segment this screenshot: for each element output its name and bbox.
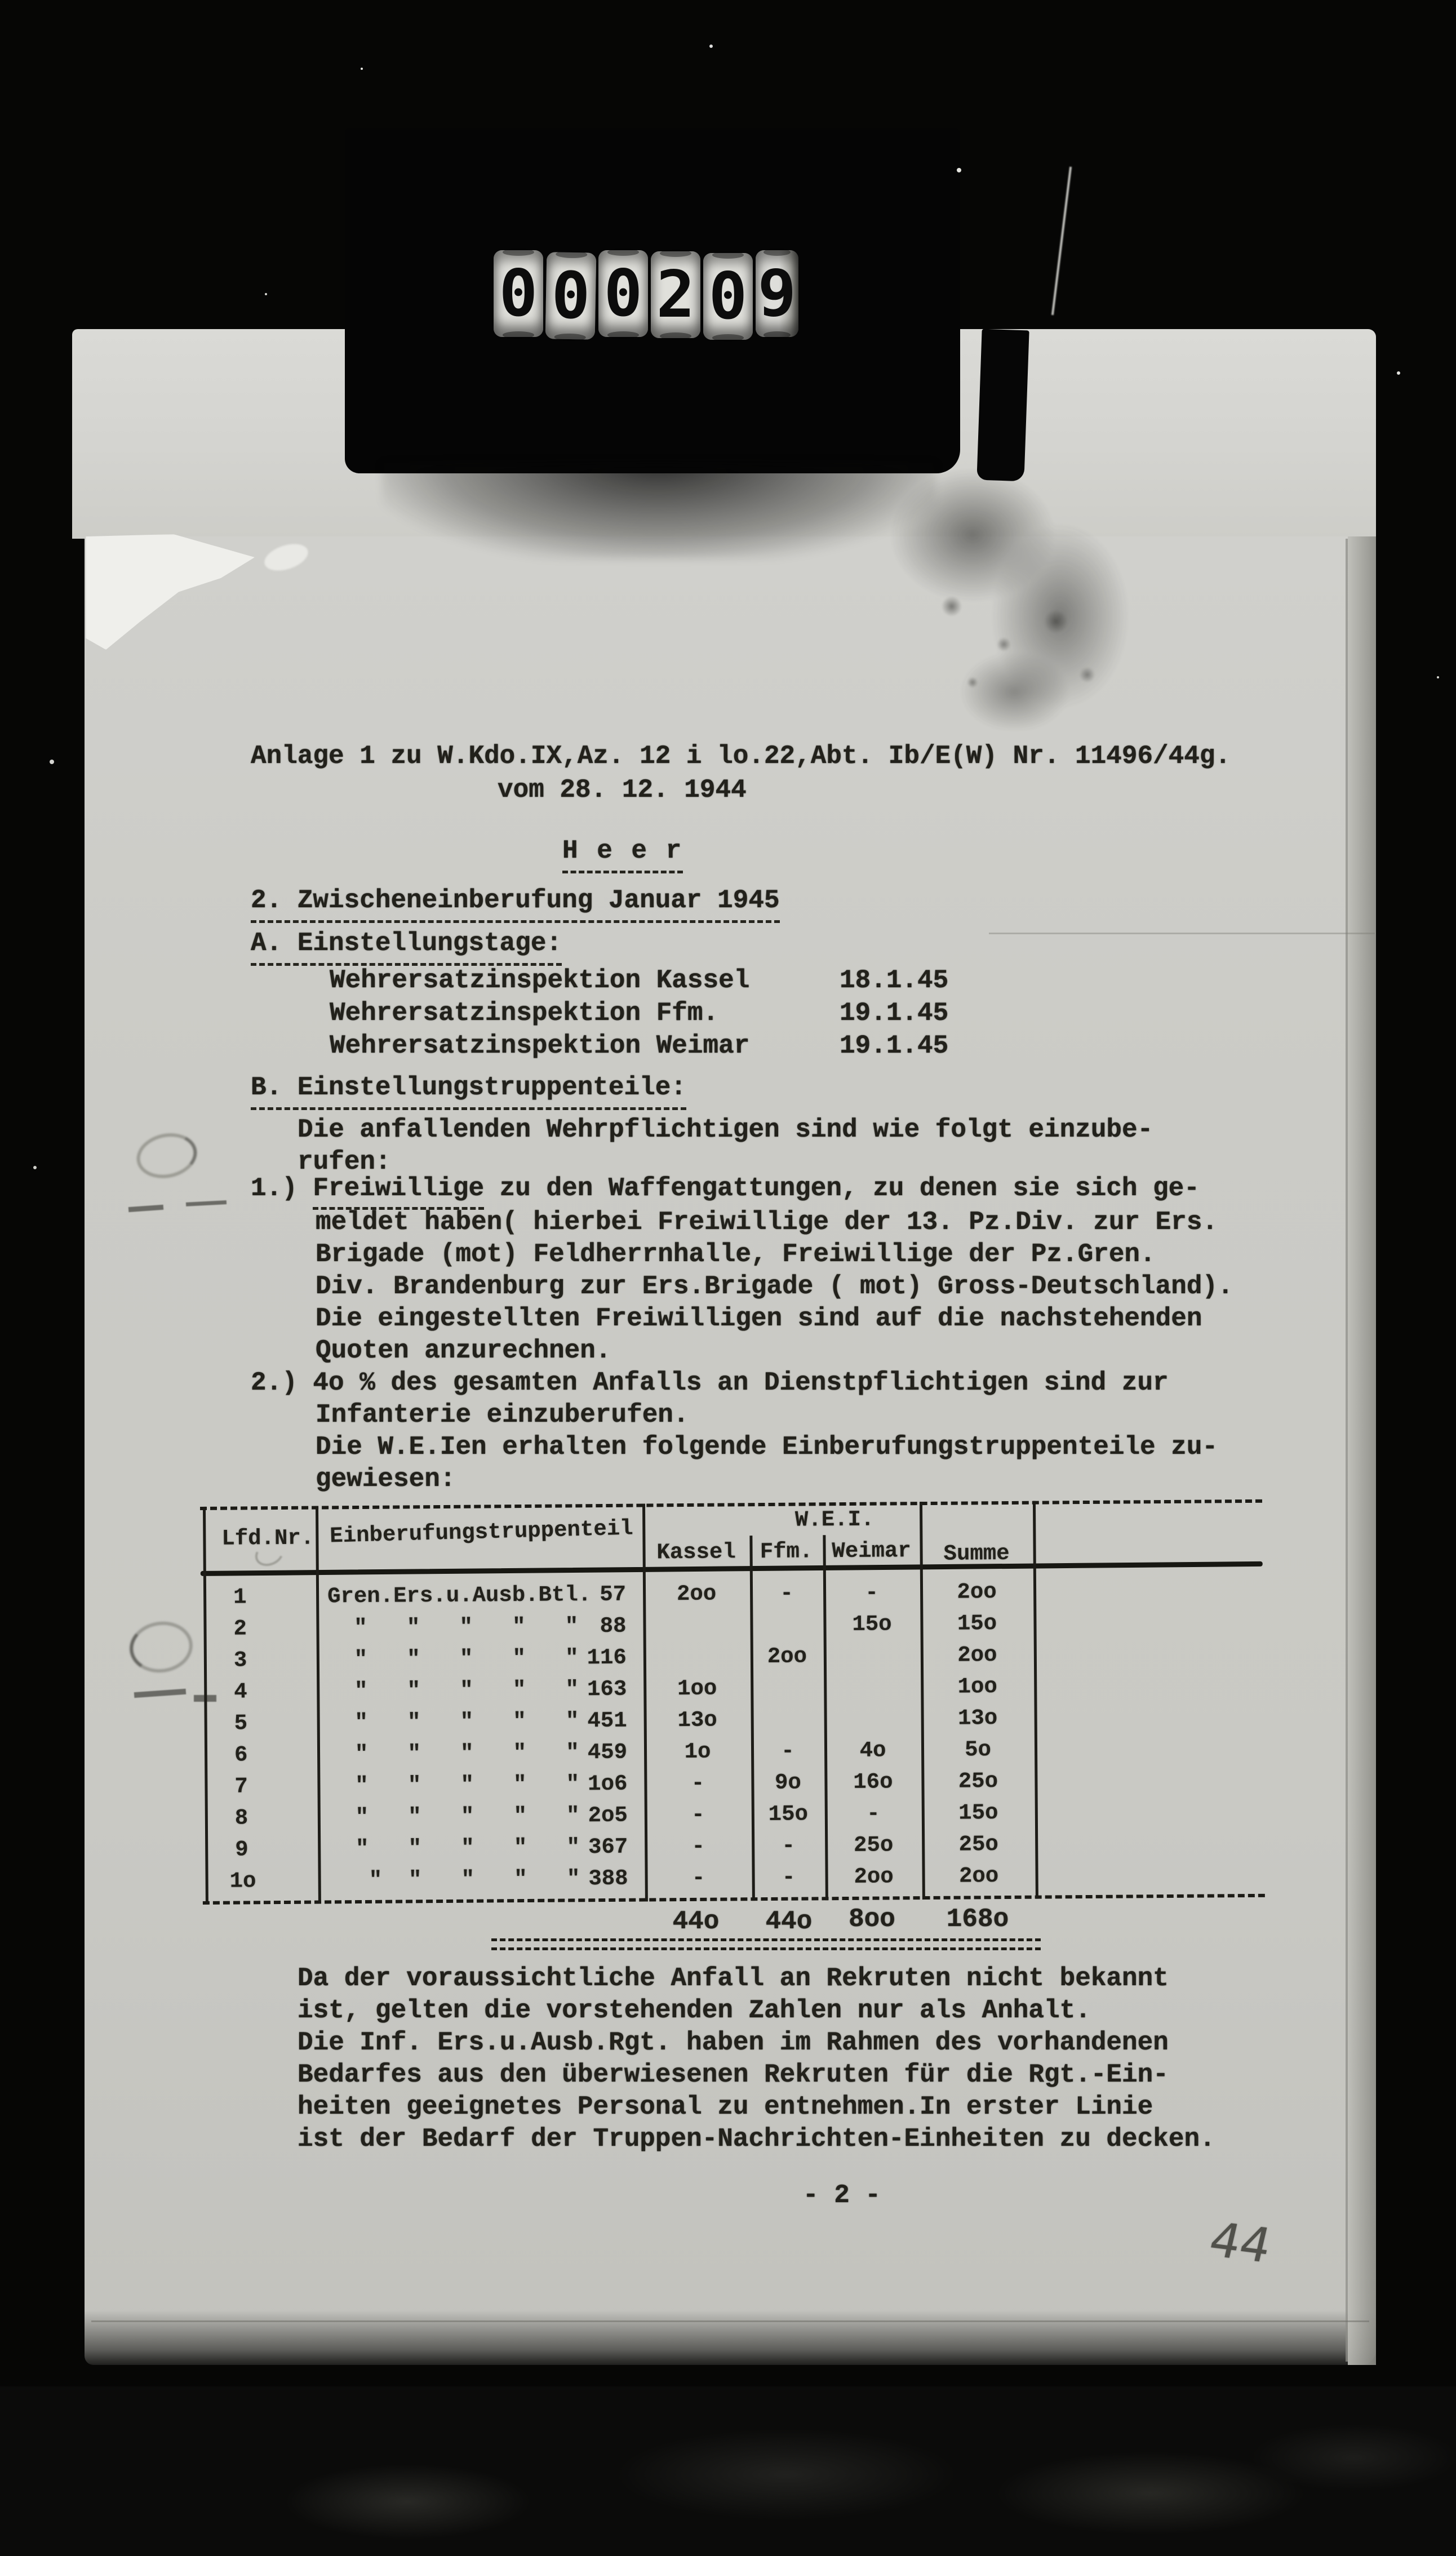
cell-nr: 2 bbox=[233, 1616, 247, 1641]
cell-unit-number: 163 bbox=[587, 1676, 627, 1702]
cell-weimar: 25o bbox=[853, 1832, 894, 1858]
totals-double-underline bbox=[491, 1938, 1041, 1950]
counter-device-tab bbox=[976, 329, 1029, 482]
cell-unit: Gren.Ers.u.Ausb.Btl. bbox=[327, 1582, 592, 1609]
cell-unit-number: 2o5 bbox=[588, 1803, 628, 1829]
cell-summe: 5o bbox=[964, 1737, 992, 1763]
cell-summe: 25o bbox=[958, 1769, 998, 1794]
cell-nr: 1 bbox=[233, 1585, 247, 1610]
cell-nr: 9 bbox=[235, 1837, 248, 1862]
cell-unit-number: 1o6 bbox=[588, 1771, 628, 1797]
cell-kassel: - bbox=[691, 1865, 705, 1891]
col-header-kassel: Kassel bbox=[656, 1539, 736, 1565]
section-2-text: 2. Zwischeneinberufung Januar 1945 bbox=[251, 887, 780, 923]
inspektion-name: Wehrersatzinspektion Kassel bbox=[330, 966, 750, 995]
cell-summe: 2oo bbox=[957, 1643, 997, 1668]
item1-line: Quoten anzurechnen. bbox=[316, 1336, 611, 1365]
doc-header-line1: Anlage 1 zu W.Kdo.IX,Az. 12 i lo.22,Abt. Ib/E(W) Nr. 11496/44g. bbox=[251, 742, 1231, 771]
counter-digit: 9 bbox=[756, 250, 798, 337]
total-summe: 168o bbox=[946, 1905, 1009, 1934]
cell-nr: 3 bbox=[233, 1648, 247, 1673]
table-row bbox=[202, 1769, 1264, 1805]
item2-first-line: 2.) 4o % des gesamten Anfalls an Dienstpflichtigen sind zur bbox=[251, 1368, 1169, 1397]
col-header-unit: Einberufungstruppenteil bbox=[329, 1516, 634, 1549]
cell-kassel bbox=[643, 1646, 751, 1647]
section-b-text: B. Einstellungstruppenteile: bbox=[251, 1074, 686, 1110]
cell-summe: 2oo bbox=[958, 1863, 999, 1889]
counter-digit: 2 bbox=[651, 251, 700, 338]
inspektion-name: Wehrersatzinspektion Weimar bbox=[330, 1031, 750, 1060]
item1-first-line bbox=[251, 1175, 1200, 1210]
cell-unit-number: 367 bbox=[588, 1834, 628, 1860]
cell-weimar: 15o bbox=[852, 1612, 892, 1637]
cell-unit: " " " " " bbox=[329, 1772, 580, 1799]
total-weimar: 8oo bbox=[849, 1905, 895, 1934]
cell-summe: 2oo bbox=[957, 1579, 997, 1605]
cell-summe: 13o bbox=[957, 1706, 998, 1731]
page-fold-line bbox=[1346, 539, 1348, 2362]
total-kassel: 44o bbox=[672, 1907, 720, 1936]
inspektion-date: 19.1.45 bbox=[840, 999, 949, 1028]
cell-weimar bbox=[824, 1676, 921, 1677]
col-header-summe: Summe bbox=[943, 1541, 1010, 1567]
item1-line: Div. Brandenburg zur Ers.Brigade ( mot) Gross-Deutschland). bbox=[316, 1272, 1233, 1301]
closing-line: Bedarfes aus den überwiesenen Rekruten für die Rgt.-Ein- bbox=[298, 2060, 1169, 2089]
cell-nr: 4 bbox=[234, 1679, 247, 1705]
col-header-weimar: Weimar bbox=[832, 1538, 911, 1564]
table-row bbox=[202, 1832, 1264, 1869]
counter-digit: 0 bbox=[494, 250, 543, 337]
cell-nr: 8 bbox=[234, 1805, 248, 1831]
cell-weimar: - bbox=[866, 1801, 880, 1826]
item2-line: Die W.E.Ien erhalten folgende Einberufungstruppenteile zu- bbox=[316, 1432, 1218, 1462]
cell-kassel: - bbox=[691, 1770, 705, 1796]
cell-ffm: - bbox=[780, 1581, 793, 1606]
cell-unit-number: 451 bbox=[587, 1708, 627, 1734]
cell-ffm: 15o bbox=[768, 1801, 809, 1827]
einberufung-table bbox=[200, 1499, 1268, 1906]
frame-counter bbox=[494, 250, 798, 337]
intro-line: Die anfallenden Wehrpflichtigen sind wie folgt einzube- bbox=[298, 1115, 1153, 1144]
closing-line: ist der Bedarf der Truppen-Nachrichten-Einheiten zu decken. bbox=[298, 2124, 1215, 2154]
item1-rest: zu den Waffengattungen, zu denen sie sich ge- bbox=[484, 1174, 1200, 1203]
table-row bbox=[202, 1737, 1264, 1774]
cell-kassel: - bbox=[691, 1834, 705, 1859]
item1-line: meldet haben( hierbei Freiwillige der 13. Pz.Div. zur Ers. bbox=[316, 1208, 1218, 1237]
section-2-heading bbox=[251, 887, 780, 923]
cell-nr: 6 bbox=[234, 1742, 248, 1768]
page-bottom-fade bbox=[85, 2310, 1376, 2367]
section-a-text: A. Einstellungstage: bbox=[251, 930, 562, 966]
cell-nr: 7 bbox=[234, 1774, 248, 1799]
cell-unit: " " " " " bbox=[329, 1866, 580, 1893]
doc-title-text: H e e r bbox=[562, 837, 683, 873]
table-row bbox=[202, 1706, 1264, 1742]
item1-number: 1.) bbox=[251, 1174, 313, 1203]
cell-kassel: 2oo bbox=[676, 1581, 717, 1607]
cell-unit-number: 57 bbox=[600, 1582, 627, 1608]
cell-unit: " " " " " bbox=[327, 1645, 579, 1672]
cell-ffm: - bbox=[782, 1865, 796, 1890]
intro-line: rufen: bbox=[298, 1147, 391, 1177]
cell-weimar: - bbox=[865, 1580, 878, 1605]
cell-unit-number: 459 bbox=[587, 1740, 628, 1765]
table-row bbox=[201, 1643, 1263, 1679]
inspektion-row bbox=[330, 999, 949, 1028]
cell-ffm: - bbox=[782, 1833, 796, 1858]
cell-unit: " " " " " bbox=[329, 1835, 580, 1862]
item1-keyword: Freiwillige bbox=[313, 1175, 484, 1210]
item2-line: gewiesen: bbox=[316, 1465, 456, 1494]
inspektion-row bbox=[330, 1031, 949, 1060]
inspektion-date: 18.1.45 bbox=[840, 966, 949, 995]
closing-line: ist, gelten die vorstehenden Zahlen nur als Anhalt. bbox=[298, 1996, 1091, 2025]
cell-weimar: 4o bbox=[859, 1738, 886, 1763]
film-dust bbox=[361, 68, 363, 70]
cell-ffm: - bbox=[781, 1738, 794, 1764]
cell-unit: " " " " " bbox=[329, 1803, 580, 1830]
total-ffm: 44o bbox=[765, 1907, 813, 1936]
counter-digit: 0 bbox=[545, 252, 597, 340]
cell-ffm bbox=[751, 1677, 824, 1678]
doc-title bbox=[562, 837, 683, 873]
cell-kassel: 1oo bbox=[677, 1676, 717, 1702]
cell-unit: " " " " " bbox=[327, 1614, 579, 1641]
doc-header-line2: vom 28. 12. 1944 bbox=[498, 775, 747, 805]
cell-kassel: 1o bbox=[684, 1739, 711, 1765]
page-right-edge bbox=[1348, 536, 1376, 2365]
cell-summe: 15o bbox=[958, 1800, 998, 1826]
cell-weimar bbox=[824, 1708, 921, 1709]
film-bottom-texture bbox=[0, 2386, 1456, 2556]
handwritten-archive-number: 44 bbox=[1204, 2212, 1277, 2274]
closing-line: Die Inf. Ers.u.Ausb.Rgt. haben im Rahmen des vorhandenen bbox=[298, 2028, 1169, 2057]
cell-nr: 1o bbox=[229, 1869, 256, 1894]
cell-unit: " " " " " bbox=[328, 1677, 579, 1704]
item2-line: Infanterie einzuberufen. bbox=[316, 1400, 689, 1430]
section-b-heading bbox=[251, 1074, 686, 1110]
cell-ffm: 2oo bbox=[767, 1644, 807, 1669]
film-scratch bbox=[1051, 167, 1072, 316]
cell-weimar: 16o bbox=[853, 1769, 893, 1795]
cell-unit-number: 116 bbox=[587, 1645, 627, 1671]
item1-line: Die eingestellten Freiwilligen sind auf die nachstehenden bbox=[316, 1304, 1202, 1333]
table-row bbox=[201, 1579, 1263, 1616]
cell-nr: 5 bbox=[234, 1711, 248, 1736]
cell-summe: 15o bbox=[957, 1611, 997, 1636]
col-header-ffm: Ffm. bbox=[760, 1539, 813, 1565]
paper-crease bbox=[989, 933, 1375, 934]
counter-digit: 0 bbox=[703, 253, 753, 340]
cell-unit: " " " " " bbox=[328, 1709, 579, 1736]
table-row bbox=[201, 1611, 1263, 1648]
cell-summe: 1oo bbox=[957, 1674, 998, 1699]
cell-unit: " " " " " bbox=[328, 1740, 579, 1767]
table-row bbox=[201, 1674, 1263, 1711]
cell-kassel bbox=[643, 1614, 750, 1615]
cell-unit-number: 88 bbox=[600, 1613, 627, 1639]
cell-kassel: 13o bbox=[677, 1707, 717, 1733]
film-speckles bbox=[910, 561, 1118, 713]
cell-unit-number: 388 bbox=[588, 1866, 628, 1892]
inspektion-name: Wehrersatzinspektion Ffm. bbox=[330, 999, 719, 1028]
section-a-heading bbox=[251, 930, 562, 966]
cell-kassel: - bbox=[691, 1802, 705, 1827]
inspektion-row bbox=[330, 966, 949, 995]
paper-bottom-crease bbox=[91, 2320, 1369, 2322]
cell-summe: 25o bbox=[958, 1832, 998, 1857]
table-row bbox=[202, 1800, 1264, 1837]
cell-weimar: 2oo bbox=[854, 1864, 894, 1889]
col-header-lfdnr: Lfd.Nr. bbox=[221, 1525, 314, 1551]
item1-line: Brigade (mot) Feldherrnhalle, Freiwillige der Pz.Gren. bbox=[316, 1240, 1156, 1269]
typed-page-number: - 2 - bbox=[803, 2181, 881, 2210]
closing-line: Da der voraussichtliche Anfall an Rekruten nicht bekannt bbox=[298, 1964, 1169, 1993]
counter-digit: 0 bbox=[598, 250, 648, 337]
closing-line: heiten geeignetes Personal zu entnehmen.In erster Linie bbox=[298, 2092, 1153, 2122]
inspektion-date: 19.1.45 bbox=[840, 1031, 949, 1060]
cell-ffm: 9o bbox=[774, 1770, 802, 1795]
col-group-wei: W.E.I. bbox=[794, 1507, 875, 1533]
